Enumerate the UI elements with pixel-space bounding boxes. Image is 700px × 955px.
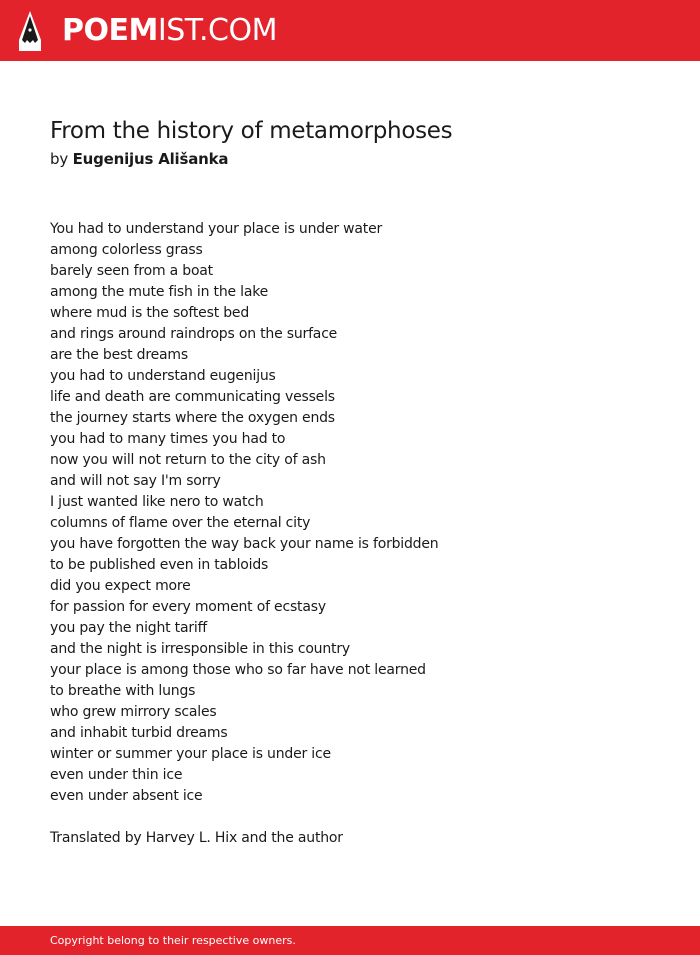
poem-line: I just wanted like nero to watch: [50, 494, 264, 510]
logo-light-text: IST.COM: [157, 13, 277, 48]
poem-line: you pay the night tariff: [50, 620, 208, 636]
poem-line: did you expect more: [50, 578, 191, 594]
poem-line: to breathe with lungs: [50, 683, 196, 699]
poem-line: even under absent ice: [50, 788, 203, 804]
by-label: by: [50, 150, 68, 168]
site-footer: [0, 926, 700, 955]
poem-line: and rings around raindrops on the surface: [50, 326, 338, 342]
poem-line: for passion for every moment of ecstasy: [50, 599, 326, 615]
poem-line: You had to understand your place is under water: [50, 221, 383, 237]
poem-line: and the night is irresponsible in this country: [50, 641, 350, 657]
poem-line: winter or summer your place is under ice: [50, 746, 331, 762]
poem-line: the journey starts where the oxygen ends: [50, 410, 335, 426]
poem-line: life and death are communicating vessels: [50, 389, 335, 405]
poem-line: barely seen from a boat: [50, 263, 213, 279]
poem-line: now you will not return to the city of ash: [50, 452, 326, 468]
poem-line: where mud is the softest bed: [50, 305, 250, 321]
poem-line: you have forgotten the way back your name is forbidden: [50, 536, 439, 552]
poem-line: you had to many times you had to: [50, 431, 286, 447]
logo-bold-text: POEM: [62, 13, 158, 48]
poem-line: who grew mirrory scales: [50, 704, 217, 720]
site-logo[interactable]: [62, 11, 277, 51]
poem-line: among the mute fish in the lake: [50, 284, 269, 300]
translator-note: Translated by Harvey L. Hix and the author: [50, 830, 343, 846]
byline: [50, 148, 228, 170]
poem-line: to be published even in tabloids: [50, 557, 269, 573]
poem-line: you had to understand eugenijus: [50, 368, 276, 384]
pen-nib-icon: [17, 10, 43, 52]
poem-line: and will not say I'm sorry: [50, 473, 221, 489]
copyright-text: Copyright belong to their respective owners.: [50, 934, 296, 947]
poem-line: columns of flame over the eternal city: [50, 515, 311, 531]
poem-line: and inhabit turbid dreams: [50, 725, 228, 741]
poem-title: From the history of metamorphoses: [50, 118, 453, 144]
site-header: [0, 0, 700, 61]
author-name: Eugenijus Ališanka: [72, 150, 229, 168]
poem-line: even under thin ice: [50, 767, 183, 783]
poem-body: [50, 219, 670, 807]
poem-line: among colorless grass: [50, 242, 203, 258]
poem-line: are the best dreams: [50, 347, 188, 363]
poem-line: your place is among those who so far have not learned: [50, 662, 426, 678]
